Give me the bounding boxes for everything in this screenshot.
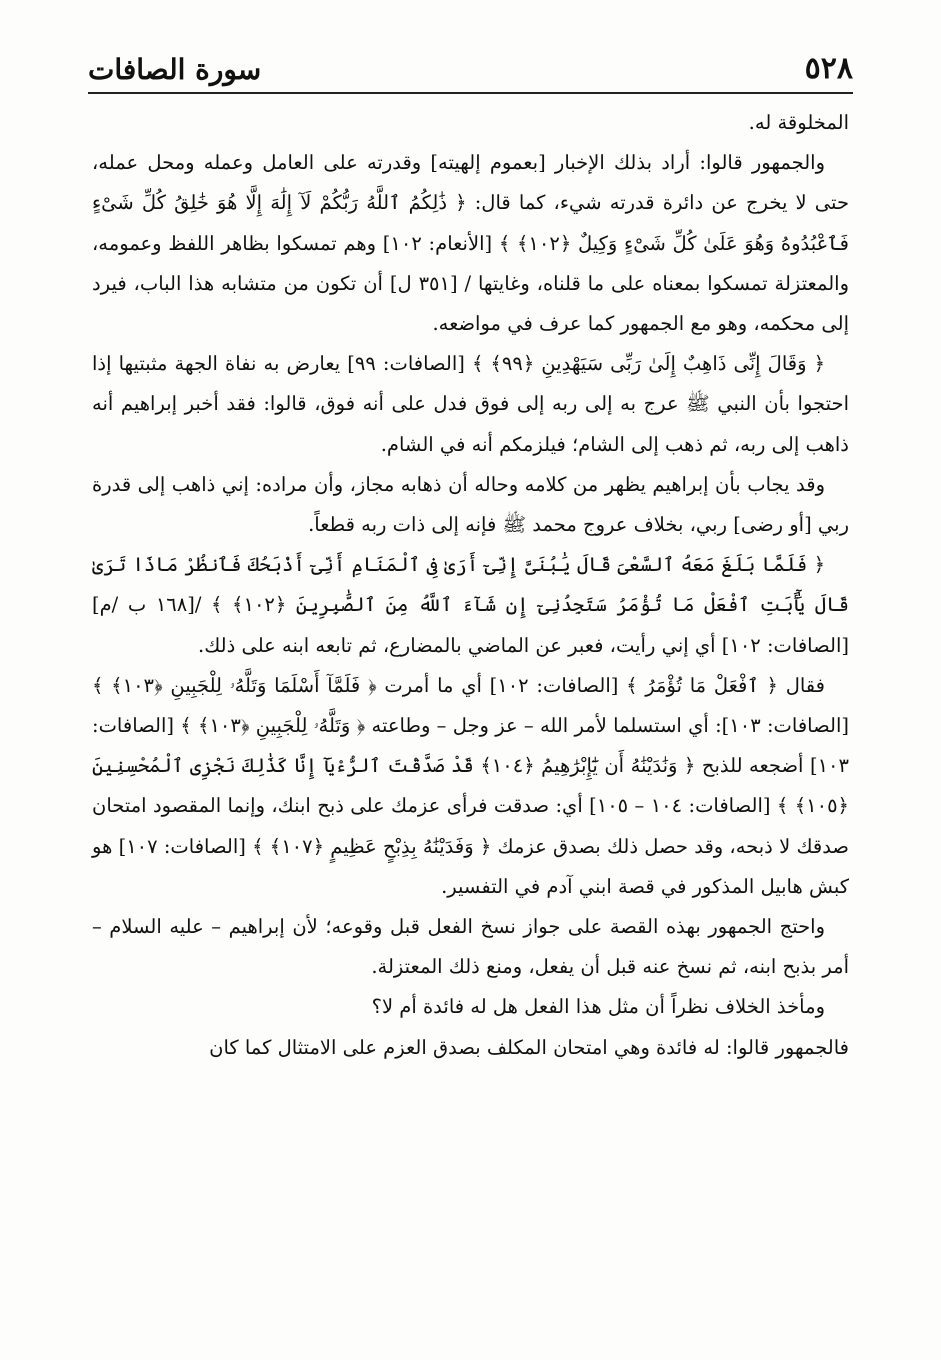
- paragraph: فالجمهور قالوا: له فائدة وهي امتحان المكلف بصدق العزم على الامتثال كما كان: [209, 1035, 849, 1059]
- page-number: ٥٢٨: [804, 51, 853, 86]
- paragraph: ومأخذ الخلاف نظراً أن مثل هذا الفعل هل له فائدة أم لا؟: [371, 995, 825, 1019]
- paragraph: فقال ﴿ ٱفْعَلْ مَا تُؤْمَرُ ﴾ [الصافات: ١٠٢] أي ما أمرت ﴿ فَلَمَّآ أَسْلَمَا وَتَلَّهُۥ لِلْجَبِينِ ﴿١٠٣﴾ ﴾ [الصافات: ١٠٣]: أي استسلما لأمر الله – عز وجل – وطاعته ﴿ وَتَلَّهُۥ لِلْجَبِينِ ﴿١٠٣﴾ ﴾ [الصافات: ١٠٣] أضجعه للذبح ﴿ وَنَٰدَيْنَٰهُ أَن يَٰٓإِبْرَٰهِيمُ ﴿١٠٤﴾ قَدْ صَدَّقْتَ ٱلرُّءْيَآ إِنَّا كَذَٰلِكَ نَجْزِى ٱلْمُحْسِنِينَ ﴿١٠٥﴾ ﴾ [الصافات: ١٠٤ – ١٠٥] أي: صدقت فرأى عزمك على ذبح ابنك، وإنما المقصود امتحان صدقك لا ذبحه، وقد حصل ذلك بصدق عزمك ﴿ وَفَدَيْنَٰهُ بِذِبْحٍ عَظِيمٍ ﴿١٠٧﴾ ﴾ [الصافات: ١٠٧] هو كبش هابيل المذكور في قصة ابني آدم في التفسير.: [92, 673, 849, 898]
- paragraph: وقد يجاب بأن إبراهيم يظهر من كلامه وحاله أن ذهابه مجاز، وأن مراده: إني ذاهب إلى قدرة ربي [أو رضى] ربي، بخلاف عروج محمد ﷺ فإنه إلى ذات ربه قطعاً.: [92, 472, 849, 537]
- surah-title: سورة الصافات: [88, 53, 262, 86]
- page-body: [92, 103, 849, 1340]
- header-rule: [88, 92, 853, 94]
- page-header: [88, 38, 853, 86]
- paragraph: المخلوقة له.: [748, 111, 849, 134]
- paragraph: ﴿ فَلَمَّا بَلَغَ مَعَهُ ٱلسَّعْىَ قَالَ يَٰبُنَىَّ إِنِّىٓ أَرَىٰ فِى ٱلْمَنَامِ أَنِّىٓ أَذْبَحُكَ فَٱنظُرْ مَاذَا تَرَىٰ قَالَ يَٰٓأَبَتِ ٱفْعَلْ مَا تُؤْمَرُ سَتَجِدُنِىٓ إِن شَآءَ ٱللَّهُ مِنَ ٱلصَّٰبِرِينَ ﴿١٠٢﴾ ﴾ /[١٦٨ ب /م] [الصافات: ١٠٢] أي إني رأيت، فعبر عن الماضي بالمضارع، ثم تابعه ابنه على ذلك.: [92, 553, 849, 657]
- paragraph: واحتج الجمهور بهذه القصة على جواز نسخ الفعل قبل وقوعه؛ لأن إبراهيم – عليه السلام – أمر بذبح ابنه، ثم نسخ عنه قبل أن يفعل، ومنع ذلك المعتزلة.: [92, 915, 849, 979]
- paragraph: والجمهور قالوا: أراد بذلك الإخبار [بعموم إلهيته] وقدرته على العامل وعمله ومحل عمله، حتى لا يخرج عن دائرة قدرته شيء، كما قال: ﴿ ذَٰلِكُمُ ٱللَّهُ رَبُّكُمْ لَآ إِلَٰهَ إِلَّا هُوَ خَٰلِقُ كُلِّ شَىْءٍ فَٱعْبُدُوهُ وَهُوَ عَلَىٰ كُلِّ شَىْءٍ وَكِيلٌ ﴿١٠٢﴾ ﴾ [الأنعام: ١٠٢] وهم تمسكوا بظاهر اللفظ وعمومه، والمعتزلة تمسكوا بمعناه على ما قلناه، وغايتها / [٣٥١ ل] أن تكون من متشابه هذا الباب، فيرد إلى محكمه، وهو مع الجمهور كما عرف في مواضعه.: [92, 151, 849, 336]
- paragraph: ﴿ وَقَالَ إِنِّى ذَاهِبٌ إِلَىٰ رَبِّى سَيَهْدِينِ ﴿٩٩﴾ ﴾ [الصافات: ٩٩] يعارض به نفاة الجهة مثبتيها إذا احتجوا بأن النبي ﷺ عرج به إلى ربه إلى فوق فدل على أنه فوق، قالوا: فقد أخبر إبراهيم أنه ذاهب إلى ربه، ثم ذهب إلى الشام؛ فيلزمكم أنه في الشام.: [92, 352, 849, 456]
